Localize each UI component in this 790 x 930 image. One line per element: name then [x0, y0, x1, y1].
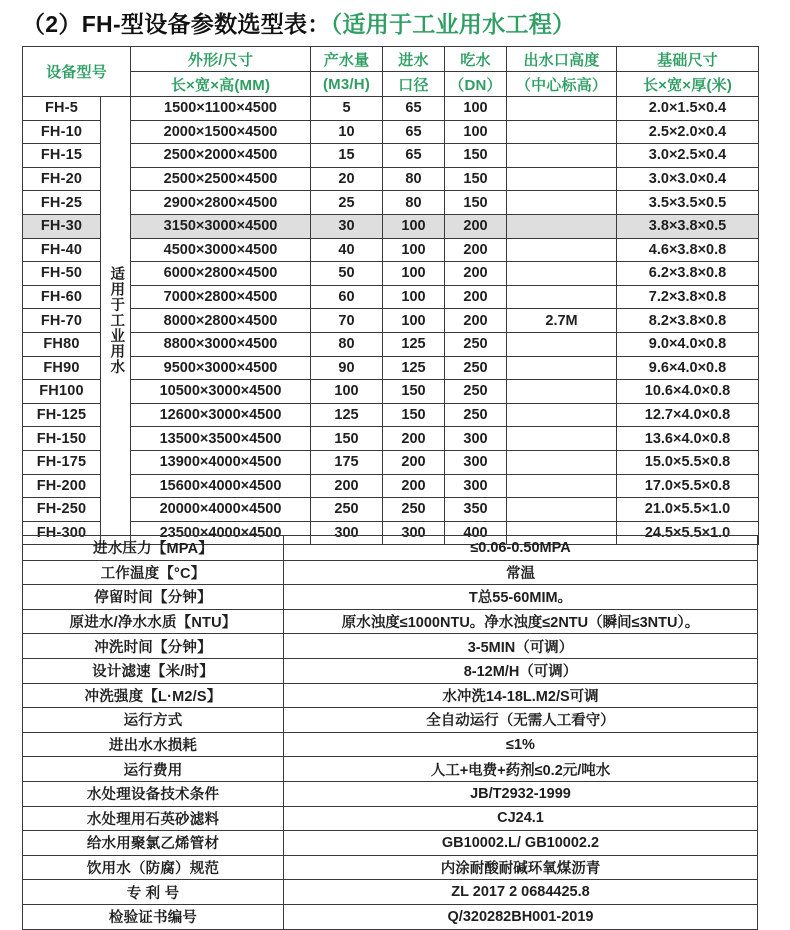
param-label: 给水用聚氯乙烯管材 [23, 831, 284, 856]
param-value: Q/320282BH001-2019 [284, 904, 758, 929]
param-row [23, 880, 758, 905]
cell-outlet [507, 262, 617, 286]
param-value: 人工+电费+药剂≤0.2元/吨水 [284, 757, 758, 782]
param-row [23, 634, 758, 659]
param-row [23, 904, 758, 929]
cell-dimension: 2000×1500×4500 [131, 120, 311, 144]
table-row [23, 332, 759, 356]
cell-foundation: 3.5×3.5×0.5 [617, 191, 759, 215]
cell-draft: 250 [445, 332, 507, 356]
param-value: 3-5MIN（可调） [284, 634, 758, 659]
cell-inlet: 100 [383, 262, 445, 286]
subheader-dimension: 长×宽×高(MM) [131, 72, 311, 97]
cell-dimension: 2500×2500×4500 [131, 167, 311, 191]
cell-draft: 200 [445, 309, 507, 333]
cell-inlet: 150 [383, 403, 445, 427]
table-header [23, 47, 759, 97]
vertical-usage-text: 适用于工业用水 [108, 266, 125, 375]
param-row [23, 536, 758, 561]
equipment-parameter-table [22, 46, 759, 545]
cell-model: FH100 [23, 380, 101, 404]
table-row [23, 214, 759, 238]
cell-foundation: 2.0×1.5×0.4 [617, 97, 759, 121]
cell-foundation: 15.0×5.5×0.8 [617, 450, 759, 474]
table-row [23, 238, 759, 262]
cell-flow: 300 [311, 521, 383, 545]
table-row [23, 144, 759, 168]
param-row [23, 585, 758, 610]
cell-model: FH-70 [23, 309, 101, 333]
param-value: 内涂耐酸耐碱环氧煤沥青 [284, 855, 758, 880]
table-row [23, 262, 759, 286]
cell-outlet [507, 474, 617, 498]
param-row [23, 831, 758, 856]
cell-inlet: 65 [383, 120, 445, 144]
cell-dimension: 20000×4000×4500 [131, 498, 311, 522]
cell-flow: 70 [311, 309, 383, 333]
cell-inlet: 200 [383, 474, 445, 498]
page-title-suffix: （适用于工业用水工程） [330, 11, 576, 37]
cell-draft: 100 [445, 97, 507, 121]
params-table-body [23, 536, 758, 930]
cell-model: FH-5 [23, 97, 101, 121]
table-row [23, 380, 759, 404]
cell-dimension: 1500×1100×4500 [131, 97, 311, 121]
cell-foundation: 12.7×4.0×0.8 [617, 403, 759, 427]
cell-flow: 50 [311, 262, 383, 286]
param-row [23, 855, 758, 880]
cell-dimension: 7000×2800×4500 [131, 285, 311, 309]
cell-foundation: 9.0×4.0×0.8 [617, 332, 759, 356]
cell-flow: 40 [311, 238, 383, 262]
cell-model: FH-30 [23, 214, 101, 238]
param-row [23, 683, 758, 708]
cell-model: FH-50 [23, 262, 101, 286]
cell-model: FH-40 [23, 238, 101, 262]
param-label: 冲洗强度【L·M2/S】 [23, 683, 284, 708]
cell-flow: 150 [311, 427, 383, 451]
cell-inlet: 150 [383, 380, 445, 404]
cell-dimension: 12600×3000×4500 [131, 403, 311, 427]
cell-inlet: 100 [383, 285, 445, 309]
cell-foundation: 17.0×5.5×0.8 [617, 474, 759, 498]
cell-flow: 5 [311, 97, 383, 121]
cell-dimension: 3150×3000×4500 [131, 214, 311, 238]
cell-inlet: 80 [383, 167, 445, 191]
param-value: 常温 [284, 560, 758, 585]
cell-model: FH-15 [23, 144, 101, 168]
cell-foundation: 2.5×2.0×0.4 [617, 120, 759, 144]
cell-inlet: 80 [383, 191, 445, 215]
cell-flow: 125 [311, 403, 383, 427]
cell-foundation: 7.2×3.8×0.8 [617, 285, 759, 309]
header-draft: 吃水 [445, 47, 507, 72]
param-label: 设计滤速【米/时】 [23, 658, 284, 683]
technical-parameters-table [22, 535, 758, 930]
cell-foundation: 3.8×3.8×0.5 [617, 214, 759, 238]
cell-dimension: 2900×2800×4500 [131, 191, 311, 215]
cell-inlet: 200 [383, 450, 445, 474]
cell-inlet: 250 [383, 498, 445, 522]
cell-dimension: 8000×2800×4500 [131, 309, 311, 333]
header-foundation: 基础尺寸 [617, 47, 759, 72]
cell-flow: 10 [311, 120, 383, 144]
cell-outlet [507, 380, 617, 404]
subheader-inlet: 口径 [383, 72, 445, 97]
cell-model: FH-125 [23, 403, 101, 427]
header-dimension: 外形/尺寸 [131, 47, 311, 72]
cell-dimension: 10500×3000×4500 [131, 380, 311, 404]
cell-foundation: 3.0×2.5×0.4 [617, 144, 759, 168]
cell-foundation: 13.6×4.0×0.8 [617, 427, 759, 451]
header-model: 设备型号 [23, 47, 131, 97]
param-label: 运行费用 [23, 757, 284, 782]
cell-outlet [507, 450, 617, 474]
cell-dimension: 23500×4000×4500 [131, 521, 311, 545]
cell-foundation: 21.0×5.5×1.0 [617, 498, 759, 522]
param-label: 原进水/净水水质【NTU】 [23, 609, 284, 634]
table-body [23, 97, 759, 545]
table-row [23, 450, 759, 474]
param-value: CJ24.1 [284, 806, 758, 831]
cell-dimension: 2500×2000×4500 [131, 144, 311, 168]
cell-inlet: 100 [383, 214, 445, 238]
cell-inlet: 100 [383, 309, 445, 333]
cell-draft: 100 [445, 120, 507, 144]
param-label: 专 利 号 [23, 880, 284, 905]
cell-outlet [507, 120, 617, 144]
table-row [23, 97, 759, 121]
table-row [23, 191, 759, 215]
cell-flow: 15 [311, 144, 383, 168]
cell-dimension: 4500×3000×4500 [131, 238, 311, 262]
param-label: 运行方式 [23, 708, 284, 733]
cell-outlet [507, 285, 617, 309]
cell-draft: 250 [445, 380, 507, 404]
param-value: 原水浊度≤1000NTU。净水浊度≤2NTU（瞬间≤3NTU）。 [284, 609, 758, 634]
header-row-top [23, 47, 759, 72]
cell-inlet: 100 [383, 238, 445, 262]
param-row [23, 609, 758, 634]
cell-flow: 25 [311, 191, 383, 215]
cell-outlet [507, 356, 617, 380]
cell-dimension: 13900×4000×4500 [131, 450, 311, 474]
param-value: T总55-60MIM。 [284, 585, 758, 610]
cell-model: FH-20 [23, 167, 101, 191]
cell-draft: 350 [445, 498, 507, 522]
param-row [23, 806, 758, 831]
param-label: 工作温度【°C】 [23, 560, 284, 585]
cell-flow: 20 [311, 167, 383, 191]
param-label: 进出水水损耗 [23, 732, 284, 757]
table-row [23, 285, 759, 309]
cell-draft: 300 [445, 427, 507, 451]
cell-dimension: 15600×4000×4500 [131, 474, 311, 498]
cell-foundation: 8.2×3.8×0.8 [617, 309, 759, 333]
param-row [23, 560, 758, 585]
cell-draft: 150 [445, 144, 507, 168]
param-label: 停留时间【分钟】 [23, 585, 284, 610]
cell-model: FH90 [23, 356, 101, 380]
cell-flow: 90 [311, 356, 383, 380]
cell-flow: 30 [311, 214, 383, 238]
cell-model: FH-300 [23, 521, 101, 545]
cell-model: FH-10 [23, 120, 101, 144]
cell-dimension: 9500×3000×4500 [131, 356, 311, 380]
cell-outlet [507, 167, 617, 191]
header-inlet: 进水 [383, 47, 445, 72]
table-row [23, 309, 759, 333]
cell-draft: 200 [445, 238, 507, 262]
cell-dimension: 13500×3500×4500 [131, 427, 311, 451]
cell-draft: 150 [445, 191, 507, 215]
cell-outlet [507, 498, 617, 522]
cell-inlet: 200 [383, 427, 445, 451]
cell-model: FH-250 [23, 498, 101, 522]
param-row [23, 757, 758, 782]
param-label: 进水压力【MPA】 [23, 536, 284, 561]
page-title-prefix: （2）FH-型设备参数选型表： [22, 11, 331, 37]
vertical-usage-label [101, 97, 131, 545]
param-value: 8-12M/H（可调） [284, 658, 758, 683]
param-row [23, 708, 758, 733]
cell-draft: 300 [445, 450, 507, 474]
header-row-sub [23, 72, 759, 97]
param-value: 水冲洗14-18L.M2/S可调 [284, 683, 758, 708]
table-row [23, 403, 759, 427]
cell-foundation: 9.6×4.0×0.8 [617, 356, 759, 380]
table-row [23, 474, 759, 498]
cell-flow: 80 [311, 332, 383, 356]
param-label: 饮用水（防腐）规范 [23, 855, 284, 880]
param-value: ≤0.06-0.50MPA [284, 536, 758, 561]
cell-outlet [507, 403, 617, 427]
param-value: GB10002.L/ GB10002.2 [284, 831, 758, 856]
cell-flow: 200 [311, 474, 383, 498]
cell-flow: 100 [311, 380, 383, 404]
cell-foundation: 4.6×3.8×0.8 [617, 238, 759, 262]
cell-flow: 60 [311, 285, 383, 309]
param-label: 冲洗时间【分钟】 [23, 634, 284, 659]
cell-draft: 250 [445, 403, 507, 427]
table-row [23, 120, 759, 144]
cell-dimension: 8800×3000×4500 [131, 332, 311, 356]
cell-draft: 200 [445, 262, 507, 286]
cell-model: FH-150 [23, 427, 101, 451]
param-value: ZL 2017 2 0684425.8 [284, 880, 758, 905]
cell-inlet: 125 [383, 356, 445, 380]
param-row [23, 658, 758, 683]
cell-inlet: 300 [383, 521, 445, 545]
cell-outlet [507, 191, 617, 215]
cell-outlet [507, 144, 617, 168]
header-flow: 产水量 [311, 47, 383, 72]
cell-outlet: 2.7M [507, 309, 617, 333]
cell-foundation: 10.6×4.0×0.8 [617, 380, 759, 404]
table-row [23, 356, 759, 380]
cell-outlet [507, 97, 617, 121]
param-label: 检验证书编号 [23, 904, 284, 929]
cell-outlet [507, 427, 617, 451]
param-label: 水处理用石英砂滤料 [23, 806, 284, 831]
cell-foundation: 3.0×3.0×0.4 [617, 167, 759, 191]
cell-flow: 175 [311, 450, 383, 474]
param-value: ≤1% [284, 732, 758, 757]
page-title [0, 0, 790, 41]
cell-draft: 250 [445, 356, 507, 380]
cell-outlet [507, 238, 617, 262]
cell-foundation: 6.2×3.8×0.8 [617, 262, 759, 286]
param-label: 水处理设备技术条件 [23, 781, 284, 806]
param-row [23, 732, 758, 757]
cell-foundation: 24.5×5.5×1.0 [617, 521, 759, 545]
cell-outlet [507, 332, 617, 356]
subheader-draft: （DN） [445, 72, 507, 97]
cell-inlet: 125 [383, 332, 445, 356]
cell-draft: 400 [445, 521, 507, 545]
cell-draft: 200 [445, 214, 507, 238]
header-outlet: 出水口高度 [507, 47, 617, 72]
table-row [23, 427, 759, 451]
table-row [23, 167, 759, 191]
cell-dimension: 6000×2800×4500 [131, 262, 311, 286]
cell-model: FH80 [23, 332, 101, 356]
cell-draft: 150 [445, 167, 507, 191]
cell-model: FH-200 [23, 474, 101, 498]
param-value: JB/T2932-1999 [284, 781, 758, 806]
cell-model: FH-25 [23, 191, 101, 215]
cell-model: FH-60 [23, 285, 101, 309]
param-value: 全自动运行（无需人工看守） [284, 708, 758, 733]
cell-model: FH-175 [23, 450, 101, 474]
table-row [23, 498, 759, 522]
cell-inlet: 65 [383, 97, 445, 121]
cell-draft: 300 [445, 474, 507, 498]
subheader-foundation: 长×宽×厚(米) [617, 72, 759, 97]
subheader-outlet: （中心标高） [507, 72, 617, 97]
cell-outlet [507, 214, 617, 238]
subheader-flow: (M3/H) [311, 72, 383, 97]
cell-inlet: 65 [383, 144, 445, 168]
cell-flow: 250 [311, 498, 383, 522]
cell-draft: 200 [445, 285, 507, 309]
param-row [23, 781, 758, 806]
